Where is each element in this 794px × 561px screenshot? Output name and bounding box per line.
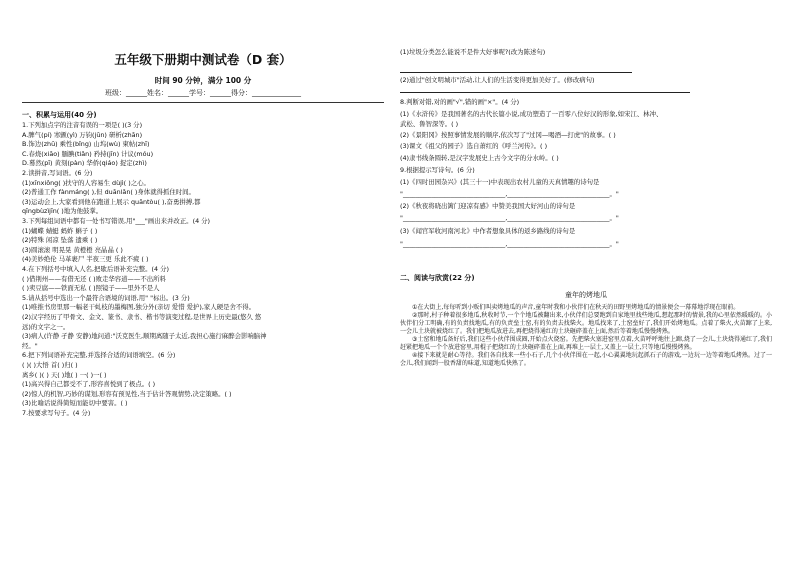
question-line: (2)汉字经历了甲骨文、金文、篆书、隶书、楷书等演变过程,是世界上历史最(悠久 悠 bbox=[22, 313, 262, 321]
question-line: (1)蝴蝶 蜻蜓 蚂蚱 蝌子 ( ) bbox=[22, 226, 98, 235]
question-line: 1.下列加点字的注音有误的一项是( )(3 分) bbox=[22, 121, 143, 129]
question-line: "________________________________,________________________________。" bbox=[400, 214, 619, 222]
story-paragraph: ①在大街上,每每听到小贩们叫卖烤地瓜的声音,童年时我和小伙伴们在秋天的田野里烤地瓜的情景便会一幕幕地浮现在眼前。 bbox=[412, 304, 740, 311]
question-line: ( )借荆州——有借无还 ( )败走华容道——不出所料 bbox=[22, 274, 166, 283]
question-line: (2)特殊 闲凉 坠落 遗乘 ( ) bbox=[22, 236, 98, 245]
question-line: (3)比喻话说得简短而能切中要害。( ) bbox=[22, 399, 128, 408]
question-line: "________________________________,________________________________。" bbox=[400, 240, 619, 248]
question-line: D.蓦然(pī) 黄刻(pàn) 华侨(qiáo) 捉定(zhì) bbox=[22, 159, 147, 168]
question-line: (3)病人(许静 孑静 安静)地问道:"沃克医生,顺期离随子太近,我担心施行麻醉会影响脑神 bbox=[22, 332, 267, 341]
question-line: (1)xīnxiǒng( )扶守的人容易生 dùjì( )之心。 bbox=[22, 178, 150, 187]
story-paragraph: ③土窑和地瓜备好后,我们这些小伙伴围成圈,开始点火烧窑。先把柴火塞进窑里点着,火苗呼呼地往上蹿,烧了一会儿,土块烧得通红了,我们赶紧把地瓜一个个放进窑里,用棍子把烧红的土块砸碎盖在上面,再堆上一层土,又盖上一层土,只等地瓜慢慢烤熟。 bbox=[400, 336, 772, 351]
question-line: "________________________________,________________________________。" bbox=[400, 190, 619, 198]
story-title: 童年的烤地瓜 bbox=[565, 291, 607, 299]
question-line: (4)隶书线条圆转,是汉字发展史上古今文字的分水岭。( ) bbox=[400, 154, 559, 162]
question-line: (2)《景阳冈》按照事情发展的顺序,依次写了"过冈—喝酒—打虎"的故事。( ) bbox=[400, 131, 616, 139]
question-line: (3)圆滚滚 明晃晃 黄橙橙 亮晶晶 ( ) bbox=[22, 245, 123, 254]
question-line: qīngbùzìjīn( )地为他鼓掌。 bbox=[22, 207, 103, 216]
question-line: 3.下列每组词语中都有一处书写错误,用"___"画出来并改正。(4 分) bbox=[22, 217, 211, 225]
question-line: 9.根据提示写诗句。(6 分) bbox=[400, 166, 475, 174]
question-line: (3)运动会上,大家看到他在跑道上展示 quāntòu( ),奋勇拼搏,都 bbox=[22, 197, 201, 206]
question-line: ( )( )大悟 首( )归( ) bbox=[22, 361, 78, 369]
story-paragraph: ④接下来就是耐心等待。我们各自找来一些小石子,几个小伙伴围在一起,小心翼翼地玩起抓石子的游戏,一边玩一边等着地瓜烤熟。过了一会儿,我们闻到一股香甜的味道,知道地瓜快熟了。 bbox=[400, 352, 772, 367]
answer-line-2 bbox=[400, 92, 690, 93]
question-line: (1)唯推书房里那一幅老干虬枝的墨梅图,独分外(亲切 爱惜 爱护),家人硬是舍不得。 bbox=[22, 303, 256, 312]
answer-line-1 bbox=[400, 72, 632, 73]
section1-heading: 一、积累与运用(40 分) bbox=[22, 111, 97, 119]
question-line: (1)《水浒传》是我国著名的古代长篇小说,成功塑造了一百零八位好汉的形象,如宋江、林冲、 bbox=[400, 110, 663, 118]
question-line: 8.判断对错,对的画"√",错的画"×"。(4 分) bbox=[400, 98, 520, 106]
question-line: 武松、鲁智深等。( ) bbox=[400, 120, 459, 128]
question-line: 5.请从括号中选出一个最符合语境的词语,用" "标出。(3 分) bbox=[22, 293, 190, 302]
question-line: (2)惊人的机智,巧妙的谋划,形容有预见性,当于估计答观情势,决定策略。( ) bbox=[22, 389, 232, 398]
question-line: 离乡( )( ) 天( )地( ) 一( )一( ) bbox=[22, 370, 107, 379]
story-body bbox=[400, 304, 772, 368]
exam-meta: 时间 90 分钟，满分 100 分 bbox=[154, 76, 252, 85]
header-divider bbox=[22, 102, 384, 103]
question-line: 7.按要求写句子。(4 分) bbox=[22, 409, 91, 417]
question-line: 经。" bbox=[22, 341, 38, 350]
question-line: (1)高兴得自己都受不了,形容喜悦到了极点。( ) bbox=[22, 380, 156, 389]
question-line: B.饰边(zhū) 乘性(bǐng) 山坞(wù) 柬帖(zhī) bbox=[22, 140, 150, 149]
question-line: (3)《闻官军收河南河北》中作者想象具体的返乡路线的诗句是 bbox=[400, 227, 576, 235]
question-line: (1)《四时田园杂兴》(其三十一)中表现出农村儿童的天真情趣的诗句是 bbox=[400, 178, 600, 186]
exam-title: 五年级下册期中测试卷（D 套） bbox=[114, 52, 292, 67]
question-line: (3)课文《祖父的园子》选自萧红的《呼兰河传》。( ) bbox=[400, 142, 548, 150]
question-line: (2)通过"创文明城市"活动,让人们的生活变得更加美好了。(修改病句) bbox=[400, 76, 595, 84]
student-info-line: 班级：______姓名：______学号：______得分：______________ bbox=[105, 89, 301, 97]
question-line: 6.把下列词语补充完整,并选择合适的词语填空。(6 分) bbox=[22, 351, 176, 360]
section2-heading: 二、阅读与欣赏(22 分) bbox=[400, 274, 475, 282]
question-line: 4.在下列括号中填入人名,把歇后语补充完整。(4 分) bbox=[22, 265, 170, 273]
question-line: (1)垃圾分类怎么能说不是件大好事呢?(改为陈述句) bbox=[400, 48, 546, 56]
question-line: 远)的文字之一。 bbox=[22, 322, 70, 331]
question-line: (2)普通工作 fànmáng( ),但 duānlǎn( )身体就得抓住时间。 bbox=[22, 188, 195, 197]
question-line: 2.读拼音,写词语。(6 分) bbox=[22, 169, 93, 177]
question-line: C.春烧(xiāo) 腼腆(tiǎn) 矜持(jīn) 计议(móu) bbox=[22, 149, 154, 158]
question-line: (4)美妙绝伦 马革裹尸 半夜三更 乐此不疲 ( ) bbox=[22, 255, 149, 264]
question-line: ( )卖豆腐——铁面无私 ( )照镜子——里外不是人 bbox=[22, 284, 160, 293]
question-line: A.脾气(pí) 寒颤(yì) 万钧(jūn) 研析(zhān) bbox=[22, 130, 143, 139]
story-paragraph: ②那时,村子种着很多地瓜,秋收时节,一个个地瓜被翻出来,小伙伴们总要跑到自家地里找些地瓜,想起那时的情景,我的心里依然暖暖的。小伙伴们分工明确,有的负责找地瓜,有的负责垒土窑,有的负责去找柴火。地瓜找来了,土窑垒好了,我们开始烤地瓜。点着了柴火,火苗蹿了上来,一会儿土块就被烧红了。我们把地瓜放进去,再把烧得通红的土块砸碎盖在上面,然后等着地瓜慢慢烤熟。 bbox=[400, 312, 772, 335]
question-line: (2)《秋夜将晓出篱门迎凉有感》中赞美我国大好河山的诗句是 bbox=[400, 202, 576, 210]
